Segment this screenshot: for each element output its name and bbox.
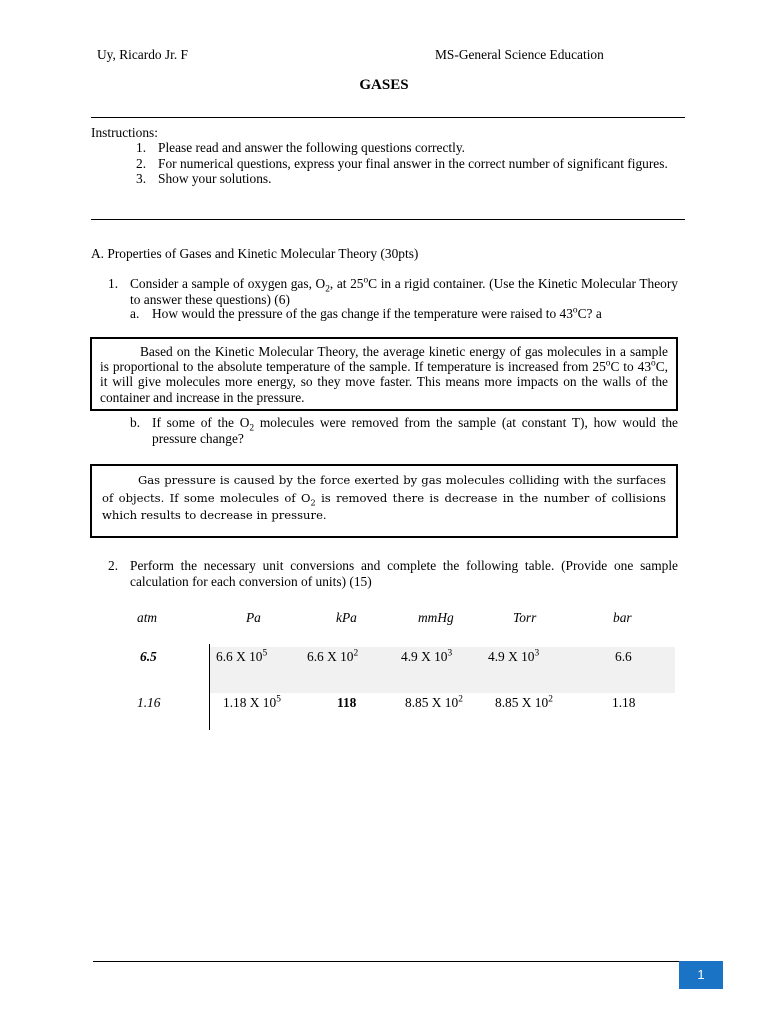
instructions-list	[91, 140, 691, 187]
question-2-number: 2.	[108, 558, 119, 573]
table-header-torr: Torr	[513, 610, 537, 625]
page-title: GASES	[359, 77, 409, 93]
answer-box-1a	[90, 337, 678, 411]
table-header-mmhg: mmHg	[418, 610, 454, 625]
instruction-number: 1.	[136, 140, 147, 155]
answer-1b-text: Gas pressure is caused by the force exerted by gas molecules colliding with the surfaces of objects. If some molecules of $O_2$ is removed there is decrease in the number of collisions which results to decrease in pressure.	[102, 473, 666, 522]
question-1a-letter: a.	[130, 306, 140, 321]
table-cell-kpa: 6.6 X $10^2$	[307, 648, 359, 664]
table-cell-mmhg: 4.9 X $10^3$	[401, 648, 453, 664]
answer-1a-text: Based on the Kinetic Molecular Theory, the average kinetic energy of gas molecules in a sample is proportional to the absolute temperature of the sample. If temperature is increased from 25$^o$C to 43$^o$C, it will give molecules more energy, so they move faster. This means more impacts on the walls of the container and increase in the pressure.	[100, 344, 668, 405]
question-2-text: Perform the necessary unit conversions and complete the following table. (Provide one sample calculation for each conversion of units) (15)	[130, 558, 678, 589]
question-1-number: 1.	[108, 276, 119, 291]
instruction-text: Please read and answer the following questions correctly.	[158, 140, 466, 155]
table-cell-atm: 6.5	[140, 649, 157, 664]
table-vertical-line	[209, 644, 210, 730]
table-cell-mmhg: 8.85 X $10^2$	[405, 694, 463, 710]
table-cell-bar: 6.6	[615, 649, 632, 664]
table-header-kpa: kPa	[336, 610, 357, 625]
question-1-text: Consider a sample of oxygen gas, $O_2$, at 25$^o$C in a rigid container. (Use the Kinetic Molecular Theory to answer these questions) (6)	[130, 275, 678, 307]
question-1b-text: If some of the $O_2$ molecules were removed from the sample (at constant T), how would the pressure change?	[152, 415, 678, 446]
instruction-number: 3.	[136, 171, 147, 186]
table-cell-kpa: 118	[337, 695, 357, 710]
table-cell-atm: 1.16	[137, 695, 161, 710]
instruction-text: For numerical questions, express your final answer in the correct number of significant figures.	[158, 155, 668, 171]
top-divider	[91, 117, 685, 118]
table-cell-bar: 1.18	[612, 695, 636, 710]
instruction-item	[91, 171, 691, 187]
table-cell-torr: 4.9 X $10^3$	[488, 648, 540, 664]
table-header-bar: bar	[613, 610, 632, 625]
section-a-title: A. Properties of Gases and Kinetic Molecular Theory (30pts)	[91, 246, 419, 261]
answer-box-1b	[90, 464, 678, 538]
instruction-item	[91, 156, 691, 172]
table-cell-torr: 8.85 X $10^2$	[495, 694, 553, 710]
instruction-text: Show your solutions.	[158, 171, 272, 186]
page-number-badge: 1	[679, 961, 723, 989]
footer-divider	[93, 961, 683, 962]
table-header-atm: atm	[137, 610, 158, 625]
instruction-item	[91, 140, 691, 156]
program-name: MS-General Science Education	[435, 47, 604, 62]
instruction-number: 2.	[136, 155, 147, 171]
instructions-divider	[91, 219, 685, 220]
table-cell-pa: 1.18 X $10^5$	[223, 694, 281, 710]
instructions-label: Instructions:	[91, 125, 158, 140]
table-header-pa: Pa	[246, 610, 261, 625]
question-1a-text: How would the pressure of the gas change if the temperature were raised to 43$^o$C? a	[152, 305, 602, 321]
table-cell-pa: 6.6 X $10^5$	[216, 648, 268, 664]
question-1b-letter: b.	[130, 415, 141, 430]
author-name: Uy, Ricardo Jr. F	[97, 47, 189, 62]
